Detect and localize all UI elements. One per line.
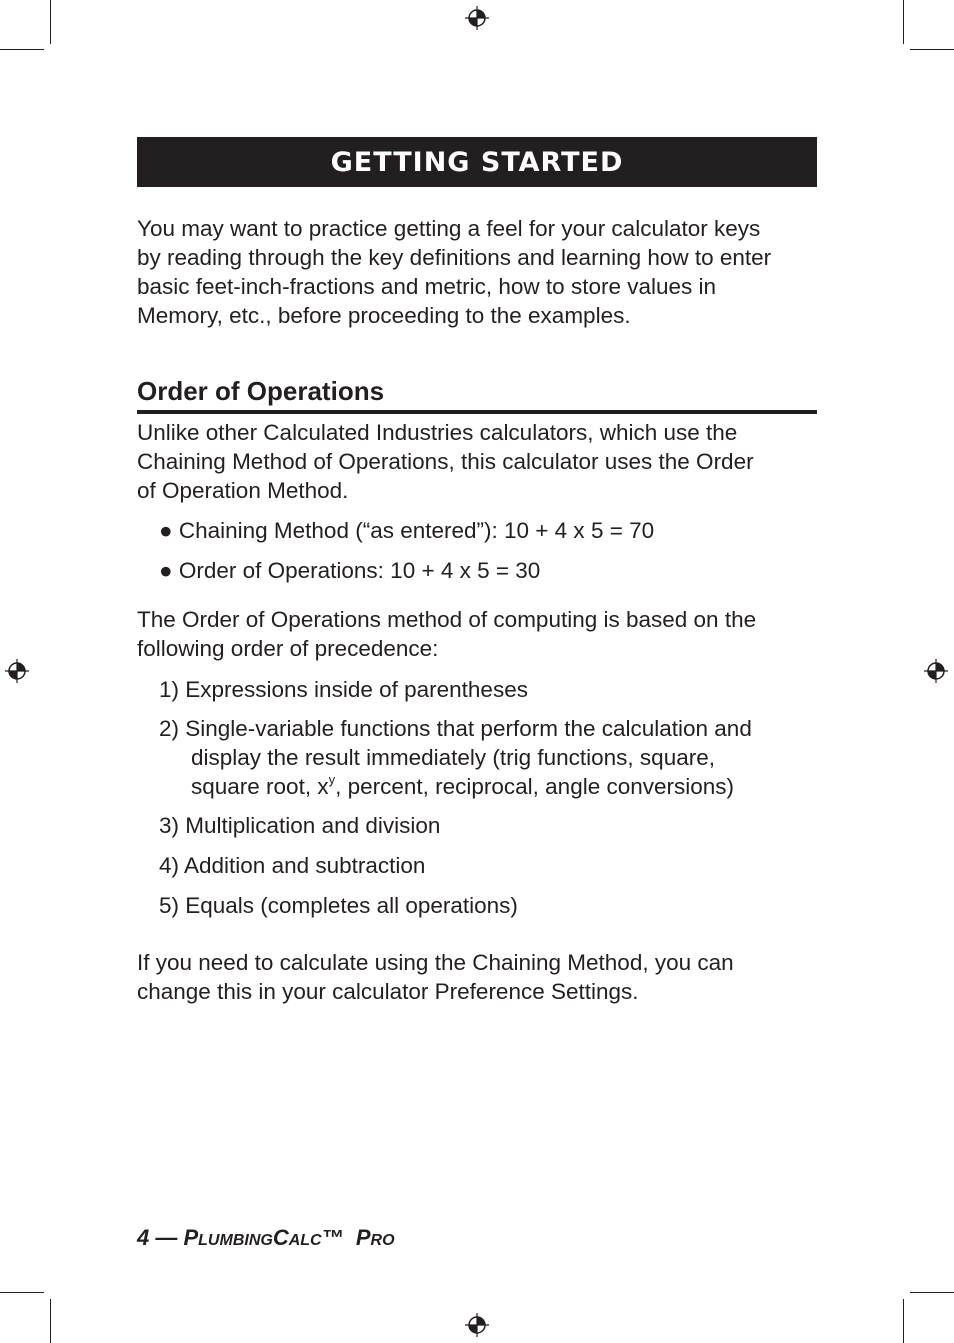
list-item-2	[159, 714, 839, 801]
list-item-2-line-2: display the result immediately (trig functions, square,	[191, 745, 715, 770]
crop-mark-top-left-horizontal	[0, 49, 44, 50]
bullet-chaining-method: ● Chaining Method (“as entered”): 10 + 4 x 5 = 70	[159, 518, 655, 543]
list-item-2-line-3-post: , percent, reciprocal, angle conversions)	[335, 774, 735, 799]
crop-mark-top-left-vertical	[50, 0, 51, 44]
list-item-4: 4) Addition and subtraction	[159, 853, 426, 878]
list-item-3: 3) Multiplication and division	[159, 813, 441, 838]
crop-mark-bottom-left-horizontal	[0, 1292, 44, 1293]
crop-mark-bottom-left-vertical	[50, 1299, 51, 1343]
order-intro-line-1: Unlike other Calculated Industries calculators, which use the	[137, 420, 738, 445]
chaining-settings-line-1: If you need to calculate using the Chaining Method, you can	[137, 950, 734, 975]
registration-mark-bottom-icon	[465, 1313, 489, 1337]
precedence-paragraph	[137, 605, 827, 663]
footer-brand-alc: ALC	[288, 1232, 322, 1249]
exponent-y: y	[328, 771, 336, 787]
footer-trademark: ™	[321, 1225, 356, 1250]
registration-mark-top-icon	[465, 6, 489, 30]
order-intro-paragraph	[137, 418, 827, 505]
list-item-5: 5) Equals (completes all operations)	[159, 893, 518, 918]
intro-paragraph	[137, 214, 827, 330]
crop-mark-bottom-right-horizontal	[910, 1292, 954, 1293]
bullet-order-of-operations: ● Order of Operations: 10 + 4 x 5 = 30	[159, 558, 541, 583]
precedence-line-2: following order of precedence:	[137, 636, 439, 661]
chaining-settings-paragraph	[137, 948, 827, 1006]
list-item-2-line-1: 2) Single-variable functions that perform the calculation and	[159, 716, 752, 741]
chaining-settings-line-2: change this in your calculator Preference Settings.	[137, 979, 639, 1004]
section-heading: Order of Operations	[137, 376, 385, 406]
footer-brand-c: C	[272, 1225, 289, 1250]
banner-title: GETTING STARTED	[330, 146, 624, 178]
order-intro-line-2: Chaining Method of Operations, this calculator uses the Order	[137, 449, 754, 474]
intro-line-1: You may want to practice getting a feel for your calculator keys	[137, 216, 761, 241]
order-intro-line-3: of Operation Method.	[137, 478, 349, 503]
footer-brand-p: P	[183, 1225, 199, 1250]
crop-mark-bottom-right-vertical	[903, 1299, 904, 1343]
intro-line-4: Memory, etc., before proceeding to the examples.	[137, 303, 631, 328]
crop-mark-top-right-horizontal	[910, 49, 954, 50]
footer-brand-pro-p: P	[355, 1225, 371, 1250]
section-banner	[137, 137, 817, 187]
heading-rule	[137, 410, 817, 414]
precedence-line-1: The Order of Operations method of computing is based on the	[137, 607, 757, 632]
footer-brand-lumbing: LUMBING	[198, 1232, 273, 1249]
registration-mark-left-icon	[5, 659, 29, 683]
list-item-1: 1) Expressions inside of parentheses	[159, 677, 528, 702]
registration-mark-right-icon	[924, 659, 948, 683]
list-item-2-line-3-pre: square root, x	[191, 774, 329, 799]
footer-brand-ro: RO	[370, 1232, 395, 1249]
page-number: 4 —	[137, 1225, 184, 1250]
page-footer	[137, 1224, 395, 1255]
list-item-2-line-3	[159, 772, 839, 801]
intro-line-2: by reading through the key definitions and learning how to enter	[137, 245, 772, 270]
intro-line-3: basic feet-inch-fractions and metric, how to store values in	[137, 274, 717, 299]
crop-mark-top-right-vertical	[903, 0, 904, 44]
